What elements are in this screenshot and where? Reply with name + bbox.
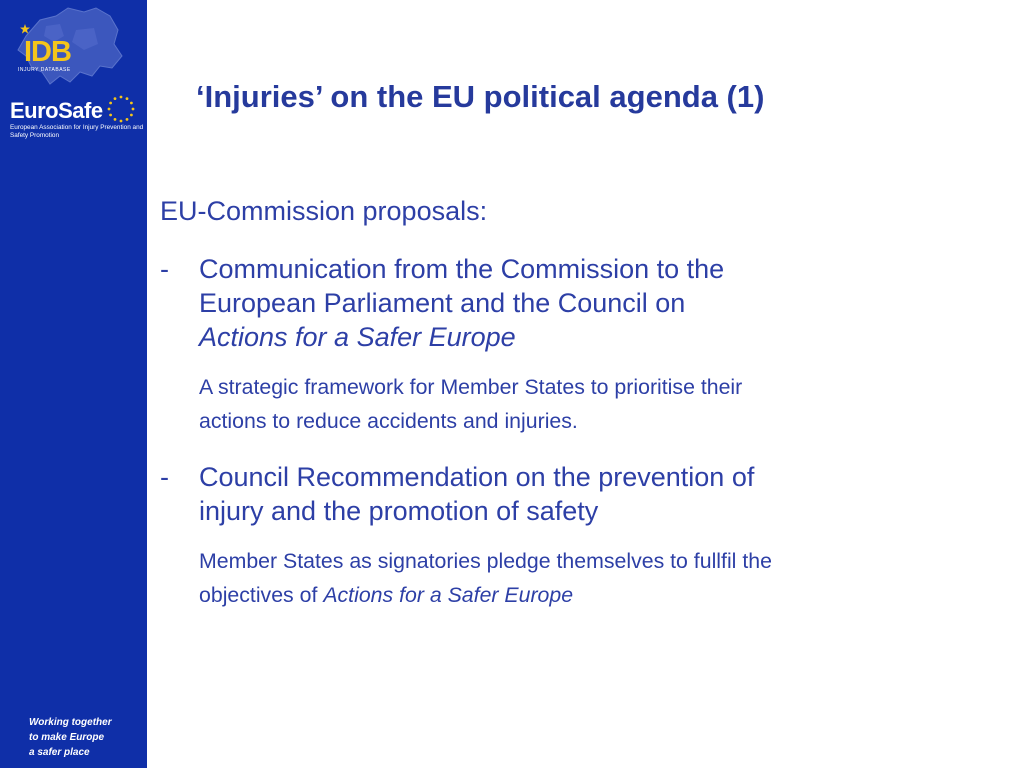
sidebar	[0, 0, 147, 768]
bullet-item	[160, 252, 1000, 354]
eurosafe-logo-text: EuroSafe	[10, 98, 103, 123]
slide-content	[160, 194, 1000, 612]
bullet-item	[160, 460, 1000, 528]
description-line: A strategic framework for Member States to prioritise their	[199, 375, 743, 399]
eu-stars-icon	[106, 94, 136, 124]
eurosafe-logo-subtitle: European Association for Injury Prevention and Safety Promotion	[10, 124, 144, 139]
description-italic: Actions for a Safer Europe	[323, 583, 574, 607]
tagline-line: to make Europe	[29, 732, 105, 743]
logo-block	[6, 6, 144, 146]
tagline-line: a safer place	[29, 747, 90, 758]
idb-logo-subtitle: INJURY DATABASE	[18, 67, 71, 73]
idb-logo-text: IDB	[24, 36, 71, 68]
bullet-description	[160, 544, 1000, 612]
tagline-line: Working together	[29, 717, 112, 728]
bullet-line: European Parliament and the Council on	[199, 288, 686, 318]
bullet-dash: -	[160, 254, 169, 284]
bullet-line: Communication from the Commission to the	[199, 254, 725, 284]
description-line	[199, 578, 1000, 612]
bullet-line: Council Recommendation on the prevention of	[199, 462, 755, 492]
bullet-description	[160, 370, 1000, 438]
bullet-line: injury and the promotion of safety	[199, 496, 599, 526]
description-text: objectives of	[199, 583, 324, 607]
section-heading: EU-Commission proposals:	[160, 196, 488, 226]
slide-title: ‘Injuries’ on the EU political agenda (1)	[196, 79, 765, 114]
tagline	[29, 715, 112, 760]
bullet-dash: -	[160, 462, 169, 492]
star-icon	[20, 24, 30, 34]
description-line: actions to reduce accidents and injuries.	[199, 409, 578, 433]
description-line: Member States as signatories pledge themselves to fullfil the	[199, 549, 772, 573]
bullet-line-italic: Actions for a Safer Europe	[199, 322, 516, 352]
